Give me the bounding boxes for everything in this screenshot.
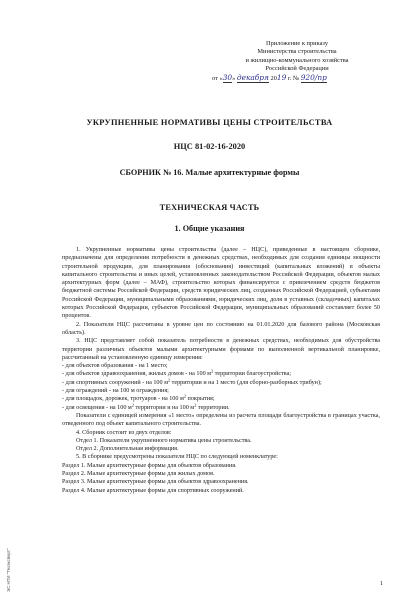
list-item: Раздел 2. Малые архитектурные формы для жилых домов. <box>62 471 215 478</box>
paragraph: 5. В сборнике предусмотрены показатели НЦС по следующей номенклатуре: <box>76 454 278 461</box>
list-item: Раздел 1. Малые архитектурные формы для объектов образования. <box>62 462 237 469</box>
list-item: - для ограждений - на 100 м ограждения; <box>62 388 169 395</box>
list-item: - для объектов образования - на 1 место; <box>62 363 168 370</box>
approval-line: и жилищно-коммунального хозяйства <box>245 56 349 64</box>
paragraph: Показатели с единицей измерения «1 место» определены из расчета площади благоустройства в границах участка, отведенного под объект капитального строительства. <box>62 412 380 428</box>
handwritten-year: 19 <box>276 72 287 82</box>
handwritten-day: 30 <box>222 72 233 82</box>
approval-block <box>212 40 382 83</box>
document-title: УКРУПНЕННЫЕ НОРМАТИВЫ ЦЕНЫ СТРОИТЕЛЬСТВА <box>86 118 333 127</box>
list-item: - для освещения - на 100 $м^2$ территории и на 100 $м^2$ территории. <box>62 402 230 411</box>
handwritten-month: декабря <box>236 72 269 82</box>
approval-line: Приложение к приказу <box>265 40 329 47</box>
page-number: 1 <box>380 580 384 587</box>
list-item: Отдел 1. Показатели укрупненного норматива цены строительства. <box>76 437 252 444</box>
section-title: 1. Общие указания <box>174 224 245 233</box>
list-item: Отдел 2. Дополнительная информация. <box>76 446 179 453</box>
approval-date: от «30» декабря 2019 г. № 920/пр <box>212 72 327 82</box>
part-title: ТЕХНИЧЕСКАЯ ЧАСТЬ <box>159 203 260 212</box>
list-item: Раздел 4. Малые архитектурные формы для спортивных сооружений. <box>62 487 244 494</box>
approval-line: Министерства строительства <box>257 48 337 56</box>
handwritten-order-number: 920/пр <box>300 72 327 82</box>
paragraph: 3. НЦС представляет собой показатель потребности в денежных средствах, необходимых для обустройства территории различных объектов малыми архитектурными формами по выполненной вертикальной планировке, рассчитанный на установленную единицу измерения: <box>62 338 380 361</box>
collection-title: СБОРНИК № 16. Малые архитектурные формы <box>119 168 300 177</box>
side-watermark-text: ЭС НТИ "Техэксперт" <box>6 548 11 592</box>
list-item: - для спортивных сооружений - на 100 $м^2$ территории и на 1 место (для сборно-разборных трибун); <box>62 377 322 386</box>
paragraph: 1. Укрупненные нормативы цены строительства (далее – НЦС), приведенные в настоящем сборнике, предназначены для определения потребности в денежных средствах, необходимых для создания единицы мощности строительной продукции, для планирования (обоснования) инвестиций (капитальных вложений) в объекты капитального строительства и иных целей, установленных законодательством Российской Федерации, объектов малых архитектурных форм (далее – МАФ), строительство которых финансируется с привлечением средств бюджетов бюджетной системы Российской Федерации, средств юридических лиц, созданных Российской Федерацией, субъектами Российской Федерации, муниципальными образованиями, юридических лиц, доля в уставных (складочных) капиталах которых Российской Федерации, субъектов Российской Федерации, муниципальных образований составляет более 50 процентов. <box>62 247 380 320</box>
document-code: НЦС 81-02-16-2020 <box>173 142 246 151</box>
list-item: - для объектов здравоохранения, жилых домов - на 100 $м^2$ территории благоустройства; <box>62 369 292 378</box>
paragraph: 4. Сборник состоит из двух отделов: <box>76 429 172 436</box>
approval-line: Российской Федерации <box>265 65 329 73</box>
list-item: - для площадок, дорожек, тротуаров - на 100 $м^2$ покрытия; <box>62 394 215 403</box>
list-item: Раздел 3. Малые архитектурные формы для объектов здравоохранения. <box>62 479 249 486</box>
paragraph: 2. Показатели НЦС рассчитаны в уровне цен по состоянию на 01.01.2020 для базового района (Московская область). <box>62 321 380 336</box>
body-text <box>62 246 380 495</box>
